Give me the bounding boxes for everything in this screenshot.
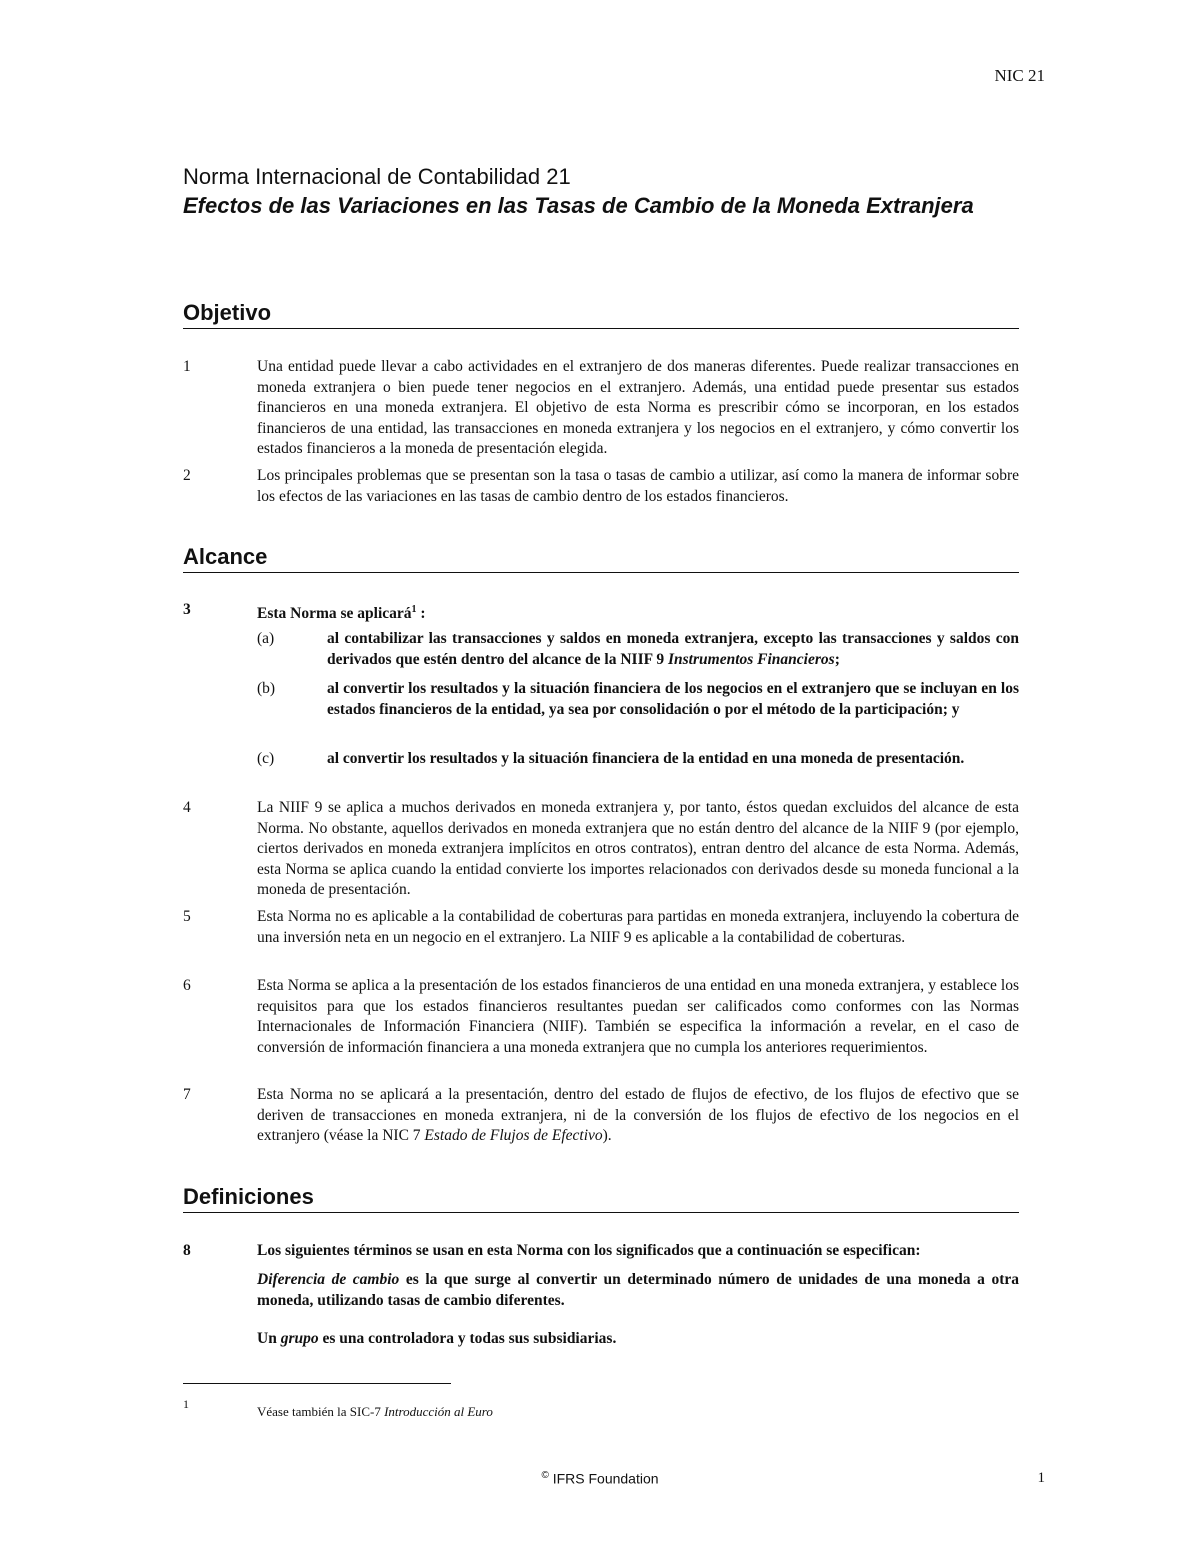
paragraph-2 xyxy=(183,466,1019,507)
paragraph-text: Esta Norma se aplica a la presentación de los estados financieros de una entidad en una moneda extranjera, y establece los requisitos para que los estados financieros resultantes puedan ser calificados como conformes con las Normas Internacionales de Información Financiera (NIIF). También se especifica la información a revelar, en el caso de conversión de información financiera a una moneda extranjera que no cumpla los anteriores requerimientos. xyxy=(257,977,1019,1056)
footnote-italic: Introducción al Euro xyxy=(384,1404,493,1419)
section-heading-objetivo: Objetivo xyxy=(183,300,1019,329)
paragraph-number: 4 xyxy=(183,799,191,816)
paragraph-text-body: Esta Norma no se aplicará a la presentación, dentro del estado de flujos de efectivo, de los flujos de efectivo que se deriven de transacciones en moneda extranjera, ni de la conversión de los flujos de efectivo de los negocios en el extranjero (véase la NIC 7 xyxy=(257,1086,1019,1144)
paragraph-text xyxy=(257,600,1019,625)
list-item-text: al convertir los resultados y la situación financiera de los negocios en el extranjero que se incluyan en los estados financieros de la entidad, ya sea por consolidación o por el método de la participación; y xyxy=(327,680,1019,718)
section-heading-definiciones: Definiciones xyxy=(183,1184,1019,1213)
paragraph-3 xyxy=(183,600,1019,625)
paragraph-text-end: ). xyxy=(602,1127,612,1144)
paragraph-text: Los principales problemas que se presentan son la tasa o tasas de cambio a utilizar, así como la manera de informar sobre los efectos de las variaciones en las tasas de cambio dentro de los estados financieros. xyxy=(257,467,1019,505)
list-item-text-end: ; xyxy=(834,650,840,668)
list-item-c xyxy=(257,749,1019,770)
definition-term: grupo xyxy=(280,1330,319,1347)
paragraph-number: 8 xyxy=(183,1242,191,1259)
footnote-number: 1 xyxy=(183,1397,189,1411)
header-code: NIC 21 xyxy=(994,66,1045,85)
paragraph-number: 3 xyxy=(183,601,191,618)
list-item-a xyxy=(257,629,1019,670)
paragraph-4 xyxy=(183,798,1019,901)
copyright-icon: © xyxy=(541,1470,549,1481)
title-main: Norma Internacional de Contabilidad 21 xyxy=(183,164,571,189)
paragraph-italic: Estado de Flujos de Efectivo xyxy=(424,1127,603,1144)
section-heading-alcance: Alcance xyxy=(183,544,1019,573)
page-number: 1 xyxy=(1037,1470,1045,1486)
paragraph-text-body: Esta Norma se aplicará xyxy=(257,605,412,623)
definition-diferencia-de-cambio xyxy=(257,1270,1019,1311)
list-item-text: al convertir los resultados y la situación financiera de la entidad en una moneda de presentación. xyxy=(327,750,965,767)
paragraph-6 xyxy=(183,976,1019,1058)
footnote-text-body: Véase también la SIC-7 xyxy=(257,1404,385,1419)
list-item-b xyxy=(257,679,1019,720)
copyright-text: IFRS Foundation xyxy=(552,1470,659,1487)
paragraph-text: Una entidad puede llevar a cabo actividades en el extranjero de dos maneras diferentes. Puede realizar transacciones en moneda extranjera o bien puede tener negocios en el extranjero. Además, una entidad puede presentar sus estados financieros en una moneda extranjera. El objetivo de esta Norma es prescribir cómo se incorporan, en los estados financieros de una entidad, las transacciones en moneda extranjera y los negocios en el extranjero, y cómo convertir los estados financieros a la moneda de presentación elegida. xyxy=(257,358,1019,457)
footnote-rule xyxy=(183,1383,451,1384)
paragraph-text: Los siguientes términos se usan en esta Norma con los significados que a continuación se especifican: xyxy=(257,1242,921,1259)
paragraph-7 xyxy=(183,1085,1019,1147)
list-item-label: (a) xyxy=(257,630,275,647)
paragraph-text: Esta Norma no es aplicable a la contabilidad de coberturas para partidas en moneda extranjera, incluyendo la cobertura de una inversión neta en un negocio en el extranjero. La NIIF 9 es aplicable a la contabilidad de coberturas. xyxy=(257,908,1019,946)
document-title xyxy=(183,162,1043,220)
definition-term: Diferencia de cambio xyxy=(257,1271,400,1288)
title-subtitle: Efectos de las Variaciones en las Tasas de Cambio de la Moneda Extranjera xyxy=(183,193,974,218)
paragraph-number: 2 xyxy=(183,467,191,484)
paragraph-number: 5 xyxy=(183,908,191,925)
footer-copyright xyxy=(0,1470,1200,1487)
list-item-text xyxy=(327,629,1019,670)
definition-grupo xyxy=(257,1329,1019,1350)
paragraph-text xyxy=(257,1085,1019,1147)
paragraph-number: 1 xyxy=(183,358,191,375)
definition-text-start: Un xyxy=(257,1330,281,1347)
paragraph-number: 7 xyxy=(183,1086,191,1103)
paragraph-text: La NIIF 9 se aplica a muchos derivados en moneda extranjera y, por tanto, éstos quedan excluidos del alcance de esta Norma. No obstante, aquellos derivados en moneda extranjera que no están dentro del alcance de la NIIF 9 (por ejemplo, ciertos derivados en moneda extranjera implícitos en otros contratos), entran dentro del alcance de esta Norma. Además, esta Norma se aplica cuando la entidad convierte los importes relacionados con derivados desde su moneda funcional a la moneda de presentación. xyxy=(257,799,1019,898)
list-item-text-body: al contabilizar las transacciones y saldos en moneda extranjera, excepto las transacciones y saldos con derivados que estén dentro del alcance de la NIIF 9 xyxy=(327,630,1019,668)
list-item-italic: Instrumentos Financieros xyxy=(668,650,835,668)
footnote-ref: 1 xyxy=(411,604,417,615)
definition-text: es una controladora y todas sus subsidiarias. xyxy=(318,1330,617,1347)
paragraph-5 xyxy=(183,907,1019,948)
list-item-label: (c) xyxy=(257,750,275,767)
definition-text: es la que surge al convertir un determinado número de unidades de una moneda a otra moneda, utilizando tasas de cambio diferentes. xyxy=(257,1271,1019,1309)
paragraph-8 xyxy=(183,1241,1019,1262)
footnote-text xyxy=(257,1404,493,1420)
paragraph-number: 6 xyxy=(183,977,191,994)
list-item-label: (b) xyxy=(257,680,276,697)
paragraph-1 xyxy=(183,357,1019,460)
paragraph-text-end: : xyxy=(416,605,426,623)
